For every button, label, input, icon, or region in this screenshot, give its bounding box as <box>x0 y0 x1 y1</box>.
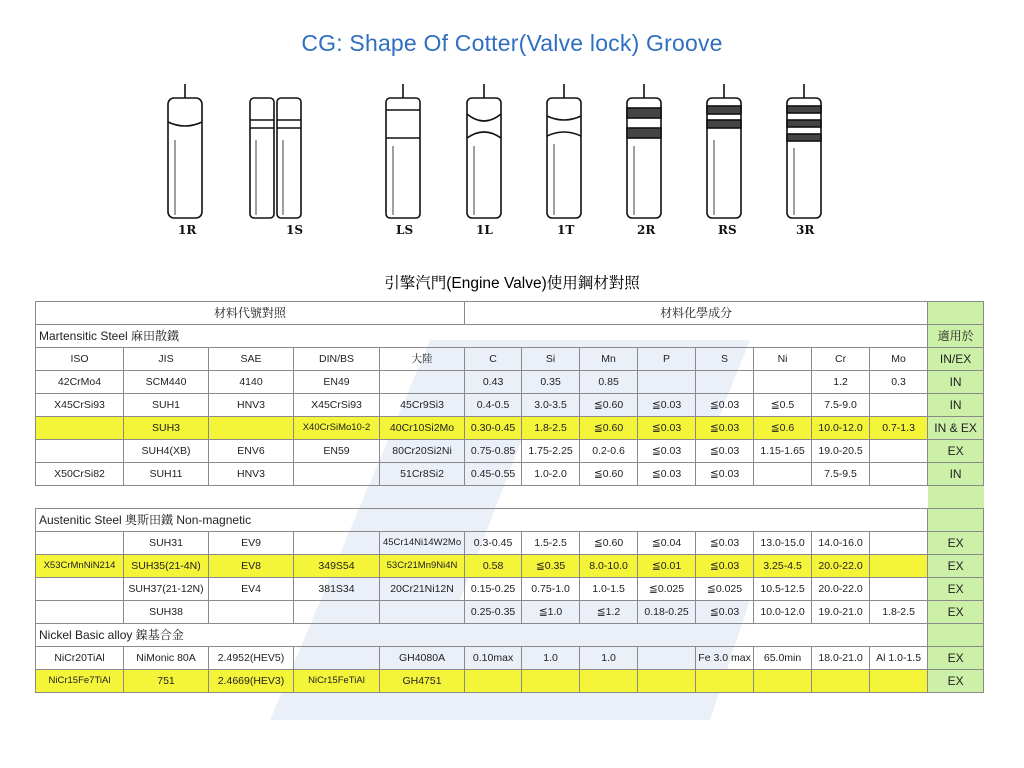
table-cell: 1.0-1.5 <box>580 578 638 601</box>
table-cell <box>380 371 465 394</box>
table-cell <box>36 532 124 555</box>
table-cell: 19.0-20.5 <box>812 440 870 463</box>
table-cell: 80Cr20Si2Ni <box>380 440 465 463</box>
table-cell: EV9 <box>209 532 294 555</box>
valve-label: RS <box>718 223 737 237</box>
column-header: Mn <box>580 348 638 371</box>
valve-label: 3R <box>796 223 815 237</box>
table-cell: ≦0.03 <box>638 463 696 486</box>
table-cell <box>870 532 928 555</box>
table-cell: ≦0.01 <box>638 555 696 578</box>
table-title: 引擎汽門(Engine Valve)使用鋼材對照 <box>384 275 640 292</box>
table-cell: IN <box>928 394 984 417</box>
table-cell: ≦0.03 <box>638 440 696 463</box>
table-cell <box>465 670 522 693</box>
table-cell: 10.0-12.0 <box>812 417 870 440</box>
column-header: P <box>638 348 696 371</box>
table-cell: SUH37(21-12N) <box>124 578 209 601</box>
table-cell <box>294 601 380 624</box>
table-cell: EX <box>928 440 984 463</box>
table-cell <box>754 463 812 486</box>
valve-label: 1T <box>557 223 575 237</box>
spacer-cell <box>580 486 638 509</box>
group-header: 材料化學成分 <box>465 302 928 325</box>
valve-1s-drawing <box>250 98 301 218</box>
table-cell: 1.2 <box>812 371 870 394</box>
table-cell: 0.15-0.25 <box>465 578 522 601</box>
table-cell: NiMonic 80A <box>124 647 209 670</box>
table-cell: 20.0-22.0 <box>812 555 870 578</box>
table-cell: 10.5-12.5 <box>754 578 812 601</box>
column-header: Mo <box>870 348 928 371</box>
table-cell: ≦1.2 <box>580 601 638 624</box>
table-cell: 2.4952(HEV5) <box>209 647 294 670</box>
table-cell: NiCr20TiAl <box>36 647 124 670</box>
table-cell: ≦1.0 <box>522 601 580 624</box>
table-cell: 0.7-1.3 <box>870 417 928 440</box>
valve-2r-drawing <box>627 84 661 218</box>
table-cell: ≦0.03 <box>696 417 754 440</box>
table-cell: 1.15-1.65 <box>754 440 812 463</box>
table-cell: 0.58 <box>465 555 522 578</box>
spacer-cell <box>36 486 124 509</box>
table-cell: ≦0.60 <box>580 394 638 417</box>
table-cell: ≦0.03 <box>696 601 754 624</box>
table-cell <box>294 463 380 486</box>
table-cell <box>638 647 696 670</box>
table-cell: 7.5-9.5 <box>812 463 870 486</box>
table-cell: EN59 <box>294 440 380 463</box>
table-cell <box>580 670 638 693</box>
table-cell: 1.8-2.5 <box>522 417 580 440</box>
table-cell: 53Cr21Mn9Ni4N <box>380 555 465 578</box>
table-cell <box>36 601 124 624</box>
table-cell: 45Cr9Si3 <box>380 394 465 417</box>
table-cell: 19.0-21.0 <box>812 601 870 624</box>
table-cell: 65.0min <box>754 647 812 670</box>
table-row <box>36 463 984 486</box>
table-cell: 349S54 <box>294 555 380 578</box>
table-cell <box>754 670 812 693</box>
valve-ls-drawing <box>386 84 420 218</box>
table-cell: 1.75-2.25 <box>522 440 580 463</box>
table-cell: 0.35 <box>522 371 580 394</box>
column-header: 大陸 <box>380 348 465 371</box>
table-cell: ≦0.35 <box>522 555 580 578</box>
table-cell: X53CrMnNiN214 <box>36 555 124 578</box>
valve-1r-drawing <box>168 84 202 218</box>
table-cell: 1.0-2.0 <box>522 463 580 486</box>
steel-comparison-table <box>35 301 984 693</box>
page-title: CG: Shape Of Cotter(Valve lock) Groove <box>301 30 723 56</box>
table-row <box>36 670 984 693</box>
table-row <box>36 371 984 394</box>
table-row <box>36 601 984 624</box>
table-cell <box>638 670 696 693</box>
table-cell: Fe 3.0 max <box>696 647 754 670</box>
table-cell: ≦0.03 <box>696 440 754 463</box>
table-cell: 751 <box>124 670 209 693</box>
table-cell: 2.4669(HEV3) <box>209 670 294 693</box>
table-cell: ≦0.03 <box>638 417 696 440</box>
table-cell <box>294 532 380 555</box>
table-cell: SUH1 <box>124 394 209 417</box>
group-header: 材料代號對照 <box>36 302 465 325</box>
table-cell: IN <box>928 463 984 486</box>
table-cell: 1.0 <box>522 647 580 670</box>
column-header: Ni <box>754 348 812 371</box>
table-cell: EX <box>928 647 984 670</box>
table-cell: ≦0.60 <box>580 463 638 486</box>
table-cell: ≦0.60 <box>580 532 638 555</box>
column-header: IN/EX <box>928 348 984 371</box>
table-cell: 3.25-4.5 <box>754 555 812 578</box>
table-cell: ENV6 <box>209 440 294 463</box>
column-header: C <box>465 348 522 371</box>
table-cell: 42CrMo4 <box>36 371 124 394</box>
table-cell: 0.3 <box>870 371 928 394</box>
column-header: JIS <box>124 348 209 371</box>
valve-1l-drawing <box>467 84 501 218</box>
table-cell: 0.3-0.45 <box>465 532 522 555</box>
table-cell <box>36 578 124 601</box>
spacer-cell <box>638 486 696 509</box>
table-cell: ≦0.03 <box>696 555 754 578</box>
table-row <box>36 532 984 555</box>
table-row <box>36 417 984 440</box>
table-cell: 0.45-0.55 <box>465 463 522 486</box>
table-cell: 18.0-21.0 <box>812 647 870 670</box>
column-header: ISO <box>36 348 124 371</box>
table-cell: 20Cr21Ni12N <box>380 578 465 601</box>
table-cell: 13.0-15.0 <box>754 532 812 555</box>
table-cell: 0.2-0.6 <box>580 440 638 463</box>
usage-spacer <box>928 624 984 647</box>
spacer-cell <box>124 486 209 509</box>
table-row <box>36 394 984 417</box>
section-header-row <box>36 509 984 532</box>
table-cell: 8.0-10.0 <box>580 555 638 578</box>
table-cell: SUH35(21-4N) <box>124 555 209 578</box>
table-cell: ≦0.03 <box>696 394 754 417</box>
table-cell <box>209 417 294 440</box>
table-cell: 0.4-0.5 <box>465 394 522 417</box>
spacer-cell <box>209 486 294 509</box>
table-cell: EX <box>928 555 984 578</box>
usage-header: 適用於 <box>928 325 984 348</box>
table-cell: X45CrSi93 <box>294 394 380 417</box>
table-cell <box>870 463 928 486</box>
spacer-cell <box>294 486 380 509</box>
table-cell: EX <box>928 601 984 624</box>
table-cell: 1.5-2.5 <box>522 532 580 555</box>
table-cell <box>36 440 124 463</box>
table-cell: SUH4(XB) <box>124 440 209 463</box>
table-cell: 7.5-9.0 <box>812 394 870 417</box>
spacer-cell <box>754 486 812 509</box>
table-cell: 20.0-22.0 <box>812 578 870 601</box>
table-cell: IN <box>928 371 984 394</box>
spacer-cell <box>696 486 754 509</box>
table-cell: EV8 <box>209 555 294 578</box>
table-cell: Al 1.0-1.5 <box>870 647 928 670</box>
table-cell: 10.0-12.0 <box>754 601 812 624</box>
table-cell <box>696 670 754 693</box>
table-cell: SUH11 <box>124 463 209 486</box>
column-header-row <box>36 348 984 371</box>
valve-label: LS <box>396 223 414 237</box>
table-cell <box>294 647 380 670</box>
table-cell: ≦0.025 <box>696 578 754 601</box>
table-cell <box>522 670 580 693</box>
column-header: Cr <box>812 348 870 371</box>
table-cell <box>209 601 294 624</box>
table-cell: X50CrSi82 <box>36 463 124 486</box>
spacer-cell <box>380 486 465 509</box>
table-cell <box>870 578 928 601</box>
table-cell: ≦0.6 <box>754 417 812 440</box>
table-cell: X45CrSi93 <box>36 394 124 417</box>
section-title: Austenitic Steel 奧斯田鐵 Non-magnetic <box>36 509 928 532</box>
table-cell: 40Cr10Si2Mo <box>380 417 465 440</box>
table-cell: SUH38 <box>124 601 209 624</box>
section-header-row <box>36 325 984 348</box>
valve-rs-drawing <box>707 84 741 218</box>
spacer-cell <box>870 486 928 509</box>
spacer-cell <box>928 486 984 509</box>
group-header-row <box>36 302 984 325</box>
table-cell: NiCr15FeTiAl <box>294 670 380 693</box>
table-cell <box>870 555 928 578</box>
table-cell: HNV3 <box>209 463 294 486</box>
table-cell <box>812 670 870 693</box>
table-cell: 1.8-2.5 <box>870 601 928 624</box>
valve-3r-drawing <box>787 84 821 218</box>
table-cell: SUH31 <box>124 532 209 555</box>
table-cell: 381S34 <box>294 578 380 601</box>
table-cell: 45Cr14Ni14W2Mo <box>380 532 465 555</box>
table-cell: EX <box>928 532 984 555</box>
table-cell: 1.0 <box>580 647 638 670</box>
table-cell: ≦0.5 <box>754 394 812 417</box>
table-cell: 4140 <box>209 371 294 394</box>
column-header: Si <box>522 348 580 371</box>
table-cell: EX <box>928 578 984 601</box>
table-cell: IN & EX <box>928 417 984 440</box>
valve-label: 2R <box>637 223 656 237</box>
section-header-row <box>36 624 984 647</box>
spacer-cell <box>812 486 870 509</box>
table-cell: HNV3 <box>209 394 294 417</box>
table-cell: 3.0-3.5 <box>522 394 580 417</box>
table-row <box>36 440 984 463</box>
table-cell: 0.18-0.25 <box>638 601 696 624</box>
column-header: SAE <box>209 348 294 371</box>
table-cell <box>36 417 124 440</box>
table-cell: ≦0.60 <box>580 417 638 440</box>
section-title: Nickel Basic alloy 鎳基合金 <box>36 624 928 647</box>
table-cell: EV4 <box>209 578 294 601</box>
spacer-cell <box>465 486 522 509</box>
table-cell: ≦0.03 <box>696 532 754 555</box>
table-cell: SUH3 <box>124 417 209 440</box>
table-cell: 0.43 <box>465 371 522 394</box>
table-cell <box>870 440 928 463</box>
valve-1t-drawing <box>547 84 581 218</box>
table-row <box>36 578 984 601</box>
table-cell <box>870 394 928 417</box>
table-cell: ≦0.025 <box>638 578 696 601</box>
table-cell: 0.85 <box>580 371 638 394</box>
table-cell: SCM440 <box>124 371 209 394</box>
spacer-cell <box>522 486 580 509</box>
table-cell <box>638 371 696 394</box>
table-cell <box>754 371 812 394</box>
table-cell <box>870 670 928 693</box>
valve-label: 1L <box>476 223 493 237</box>
table-cell: 0.30-0.45 <box>465 417 522 440</box>
usage-spacer <box>928 509 984 532</box>
table-cell: NiCr15Fe7TiAl <box>36 670 124 693</box>
table-cell: 0.10max <box>465 647 522 670</box>
table-cell: 0.25-0.35 <box>465 601 522 624</box>
table-row <box>36 647 984 670</box>
table-cell: GH4751 <box>380 670 465 693</box>
table-cell: 51Cr8Si2 <box>380 463 465 486</box>
column-header: DIN/BS <box>294 348 380 371</box>
section-title: Martensitic Steel 麻田散鐵 <box>36 325 928 348</box>
spacer-row <box>36 486 984 509</box>
table-cell: X40CrSiMo10-2 <box>294 417 380 440</box>
valve-label: 1R <box>178 223 197 237</box>
table-cell: EX <box>928 670 984 693</box>
usage-header-spacer <box>928 302 984 325</box>
column-header: S <box>696 348 754 371</box>
table-cell <box>380 601 465 624</box>
table-cell: ≦0.03 <box>638 394 696 417</box>
table-row <box>36 555 984 578</box>
table-cell: 14.0-16.0 <box>812 532 870 555</box>
table-cell <box>696 371 754 394</box>
table-cell: GH4080A <box>380 647 465 670</box>
table-cell: EN49 <box>294 371 380 394</box>
valve-groove-diagram <box>0 80 1024 240</box>
table-cell: 0.75-1.0 <box>522 578 580 601</box>
table-cell: ≦0.04 <box>638 532 696 555</box>
table-cell: 0.75-0.85 <box>465 440 522 463</box>
table-cell: ≦0.03 <box>696 463 754 486</box>
valve-label: 1S <box>286 223 304 237</box>
